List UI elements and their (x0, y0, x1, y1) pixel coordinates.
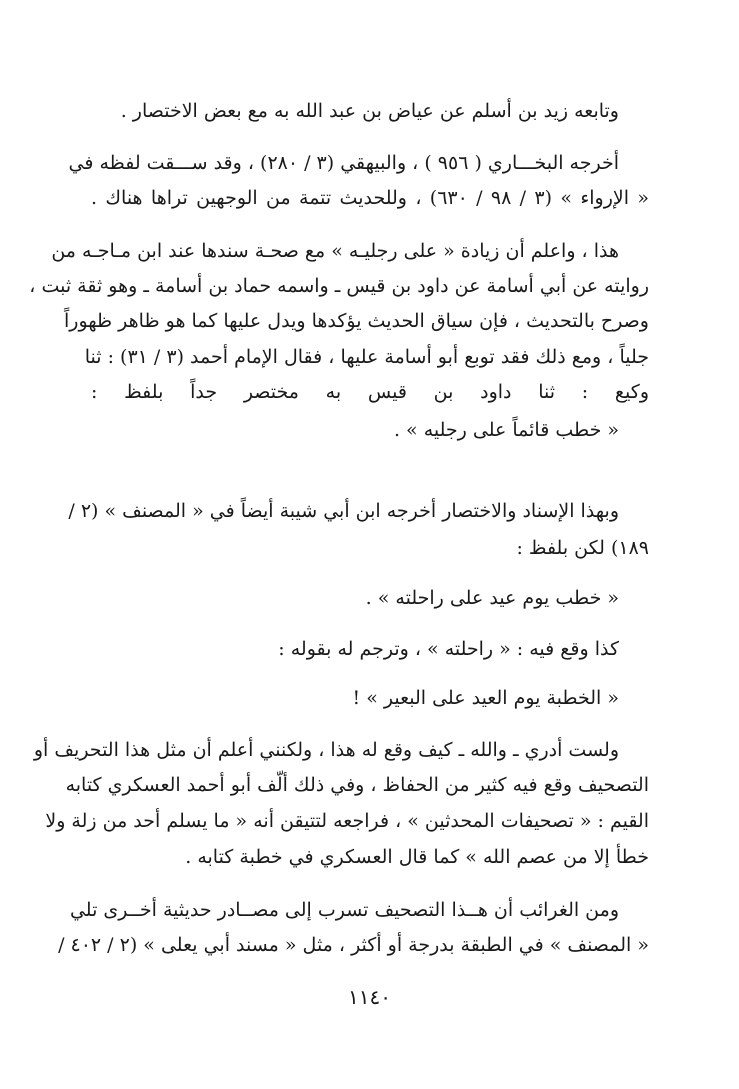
text-line: أخرجه البخـــاري ( ٩٥٦ ) ، والبيهقي (٣ / ٢٨٠) ، وقد ســـقت لفظه في (68, 152, 619, 174)
text-line: ١٨٩) لكن بلفظ : (516, 537, 649, 559)
quote-line: « خطب قائماً على رجليه » . (393, 419, 619, 441)
text-line: كذا وقع فيه : « راحلته » ، وترجم له بقوله : (278, 638, 619, 660)
text-line: ومن الغرائب أن هــذا التصحيف تسرب إلى مصــادر حديثية أخــرى تلي (69, 899, 619, 921)
text-line: روايته عن أبي أسامة عن داود بن قيس ـ واسمه حماد بن أسامة ـ وهو ثقة ثبت ، (29, 275, 649, 297)
quote-line: « الخطبة يوم العيد على البعير » ! (352, 687, 619, 709)
text-line: ولست أدري ـ والله ـ كيف وقع له هذا ، ولكنني أعلم أن مثل هذا التحريف أو (33, 739, 619, 761)
text-line: « الإرواء » (٣ / ٩٨ / ٦٣٠) ، وللحديث تتمة من الوجهين تراها هناك . (91, 187, 649, 209)
text-line: وبهذا الإسناد والاختصار أخرجه ابن أبي شيبة أيضاً في « المصنف » (٢ / (68, 500, 619, 522)
text-line: القيم : « تصحيفات المحدثين » ، فراجعه لتتيقن أنه « ما يسلم أحد من زلة ولا (45, 810, 649, 832)
text-line: وصرح بالتحديث ، فإن سياق الحديث يؤكدها ويدل عليها كما هو ظاهر ظهوراً (63, 310, 649, 332)
text-line: وكيع : ثنا داود بن قيس به مختصر جداً بلفظ : (91, 381, 649, 403)
text-line: وتابعه زيد بن أسلم عن عياض بن عبد الله به مع بعض الاختصار . (120, 100, 619, 122)
text-line: « المصنف » في الطبقة بدرجة أو أكثر ، مثل « مسند أبي يعلى » (٢ / ٤٠٢ / (58, 934, 649, 956)
text-line: هذا ، واعلم أن زيادة « على رجليـه » مع صحـة سندها عند ابن مـاجـه من (51, 240, 619, 262)
page-number: ١١٤٠ (348, 985, 391, 1009)
quote-line: « خطب يوم عيد على راحلته » . (365, 587, 619, 609)
text-line: جلياً ، ومع ذلك فقد توبع أبو أسامة عليها ، فقال الإمام أحمد (٣ / ٣١) : ثنا (84, 346, 649, 368)
text-line: التصحيف وقع فيه كثير من الحفاظ ، وفي ذلك ألّف أبو أحمد العسكري كتابه (65, 774, 649, 796)
text-line: خطأ إلا من عصم الله » كما قال العسكري في خطبة كتابه . (185, 846, 649, 868)
